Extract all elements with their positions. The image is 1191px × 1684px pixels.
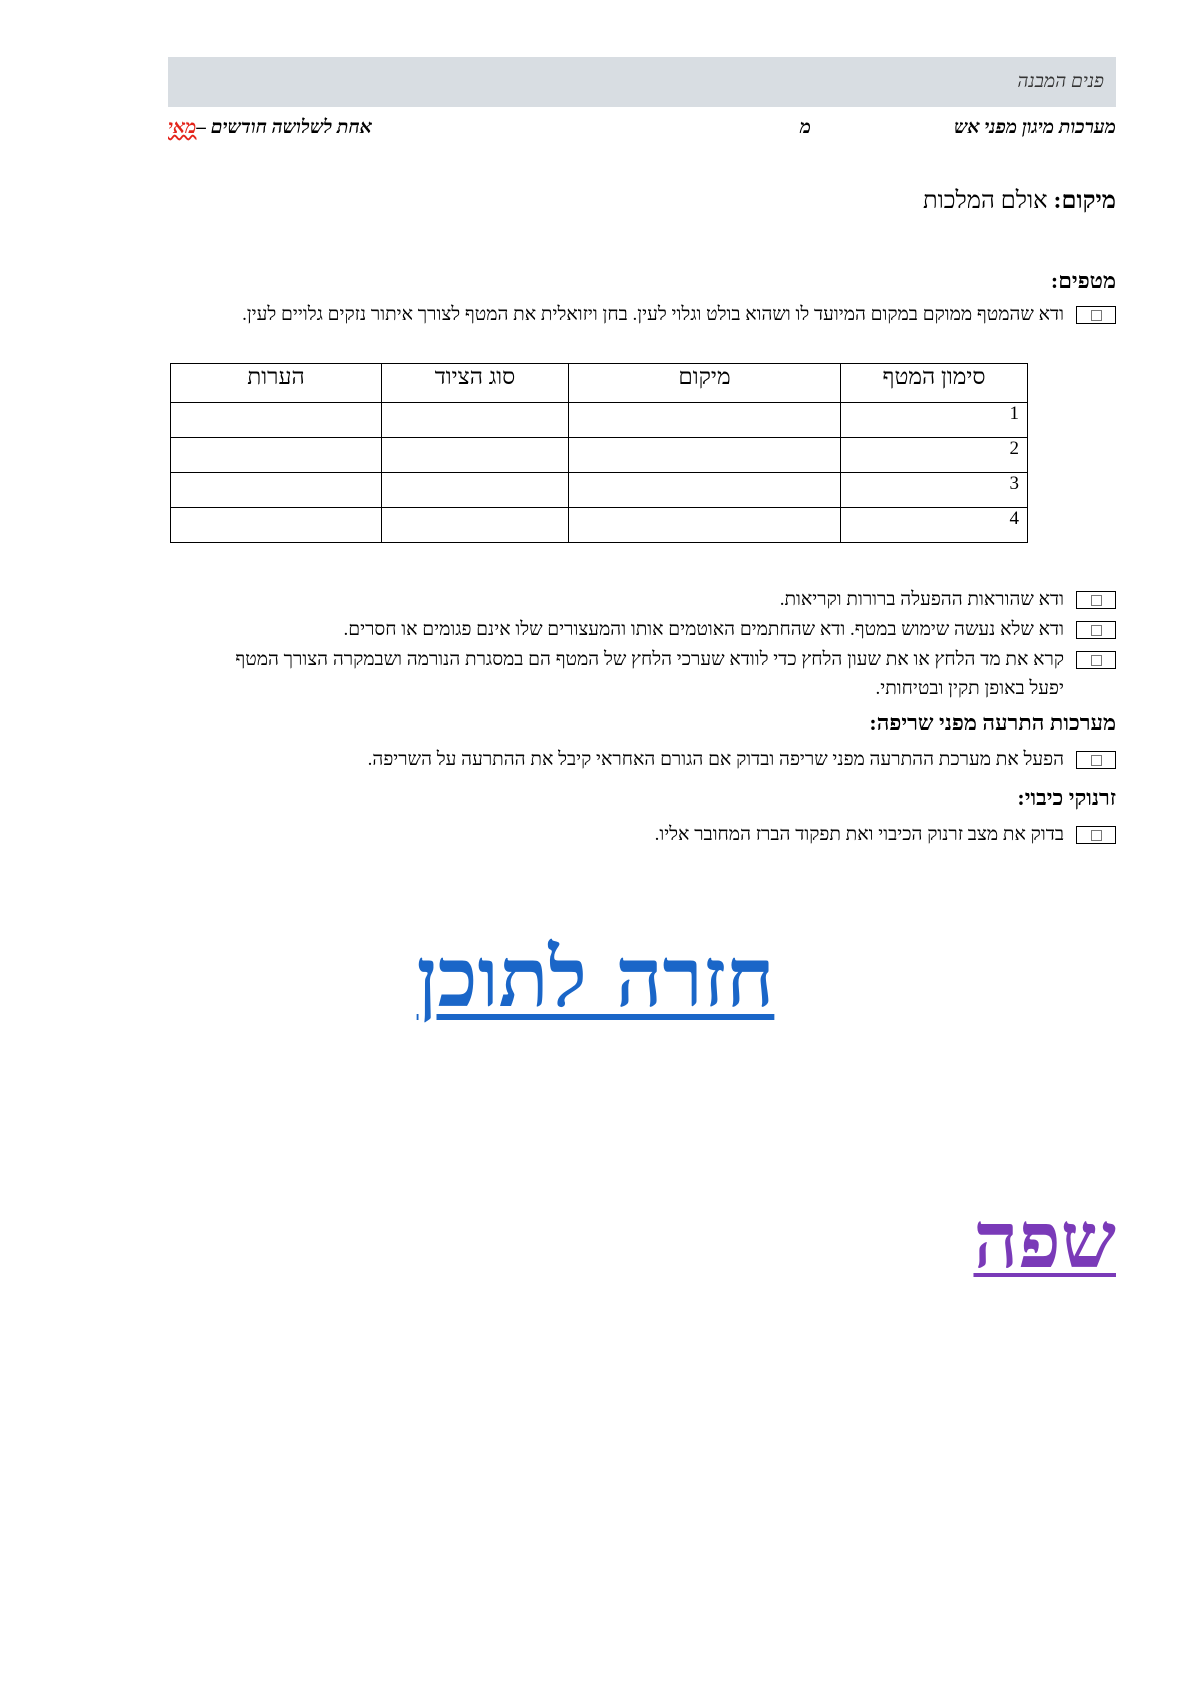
location-value: אולם המלכות: [923, 188, 1048, 214]
header-bar: [168, 57, 1116, 107]
checkbox[interactable]: [1076, 751, 1116, 769]
frequency-text: אחת לשלושה חודשים –: [196, 117, 372, 138]
table-header-cell: מיקום: [569, 364, 841, 403]
table-cell[interactable]: [382, 403, 569, 438]
extinguisher-check-item: [216, 300, 1116, 329]
table-header-cell: סוג הציוד: [382, 364, 569, 403]
header-bar-text: פנים המבנה: [1017, 71, 1104, 92]
instructions-check-item: [216, 585, 1116, 614]
check-text: ודא שהוראות ההפעלה ברורות וקריאות.: [779, 589, 1064, 610]
pressure-check-item: [216, 645, 1116, 703]
check-text: בדוק את מצב זרנוק הכיבוי ואת תפקוד הברז המחובר אליו.: [654, 824, 1064, 845]
table-row: [171, 438, 1028, 473]
table-row: [171, 473, 1028, 508]
table-cell[interactable]: [171, 473, 382, 508]
table-cell[interactable]: 2: [841, 438, 1028, 473]
table-cell[interactable]: 3: [841, 473, 1028, 508]
location-line: [923, 188, 1116, 215]
back-to-contents-link[interactable]: חזרה לתוכן: [416, 930, 775, 1026]
table-cell[interactable]: [382, 473, 569, 508]
table-cell[interactable]: [382, 508, 569, 543]
hose-reels-title: זרנוקי כיבוי:: [1017, 785, 1116, 810]
location-label: מיקום:: [1053, 188, 1116, 214]
table-header-cell: הערות: [171, 364, 382, 403]
language-link[interactable]: שפה: [973, 1195, 1116, 1286]
fire-alarm-title: מערכות התרעה מפני שריפה:: [869, 710, 1116, 735]
table-header-cell: סימון המטף: [841, 364, 1028, 403]
table-cell[interactable]: [569, 508, 841, 543]
extinguishers-title: מטפים:: [1050, 268, 1116, 293]
checkbox[interactable]: [1076, 306, 1116, 324]
table-row: [171, 508, 1028, 543]
checkbox[interactable]: [1076, 826, 1116, 844]
check-text: הפעל את מערכת ההתרעה מפני שריפה ובדוק אם הגורם האחראי קיבל את ההתרעה על השריפה.: [367, 749, 1064, 770]
table-cell[interactable]: 4: [841, 508, 1028, 543]
table-cell[interactable]: [569, 473, 841, 508]
checkbox[interactable]: [1076, 651, 1116, 669]
subheader: [168, 113, 1116, 143]
seal-check-item: [216, 615, 1116, 644]
back-to-contents-link-wrap: [0, 930, 1191, 1026]
month-text: מאי: [168, 117, 197, 138]
table-cell[interactable]: [171, 403, 382, 438]
hose-reel-check-item: [216, 820, 1116, 849]
table-cell[interactable]: [382, 438, 569, 473]
table-cell[interactable]: [569, 403, 841, 438]
language-link-wrap: [973, 1195, 1116, 1286]
check-text: ודא שלא נעשה שימוש במטף. ודא שהחתמים האוטמים אותו והמעצורים שלו אינם פגומים או חסרים.: [343, 619, 1064, 640]
checkbox[interactable]: [1076, 591, 1116, 609]
table-header-row: [171, 364, 1028, 403]
table-row: [171, 403, 1028, 438]
table-cell[interactable]: [171, 438, 382, 473]
frequency-line: [168, 117, 372, 139]
table-cell[interactable]: [171, 508, 382, 543]
check-text: קרא את מד הלחץ או את שעון הלחץ כדי לוודא שערכי הלחץ של המטף הם במסגרת הנורמה ושבמקרה הצורך המטף יפעל באופן תקין ובטיחותי.: [235, 649, 1064, 699]
mid-marker: מ: [799, 117, 811, 138]
system-title: מערכות מיגון מפני אש: [954, 117, 1116, 138]
extinguisher-table: [170, 363, 1028, 543]
fire-alarm-check-item: [216, 745, 1116, 774]
checkbox[interactable]: [1076, 621, 1116, 639]
table-cell[interactable]: [569, 438, 841, 473]
check-text: ודא שהמטף ממוקם במקום המיועד לו ושהוא בולט וגלוי לעין. בחן ויזואלית את המטף לצורך איתור נזקים גלויים לעין.: [242, 304, 1064, 325]
table-cell[interactable]: 1: [841, 403, 1028, 438]
